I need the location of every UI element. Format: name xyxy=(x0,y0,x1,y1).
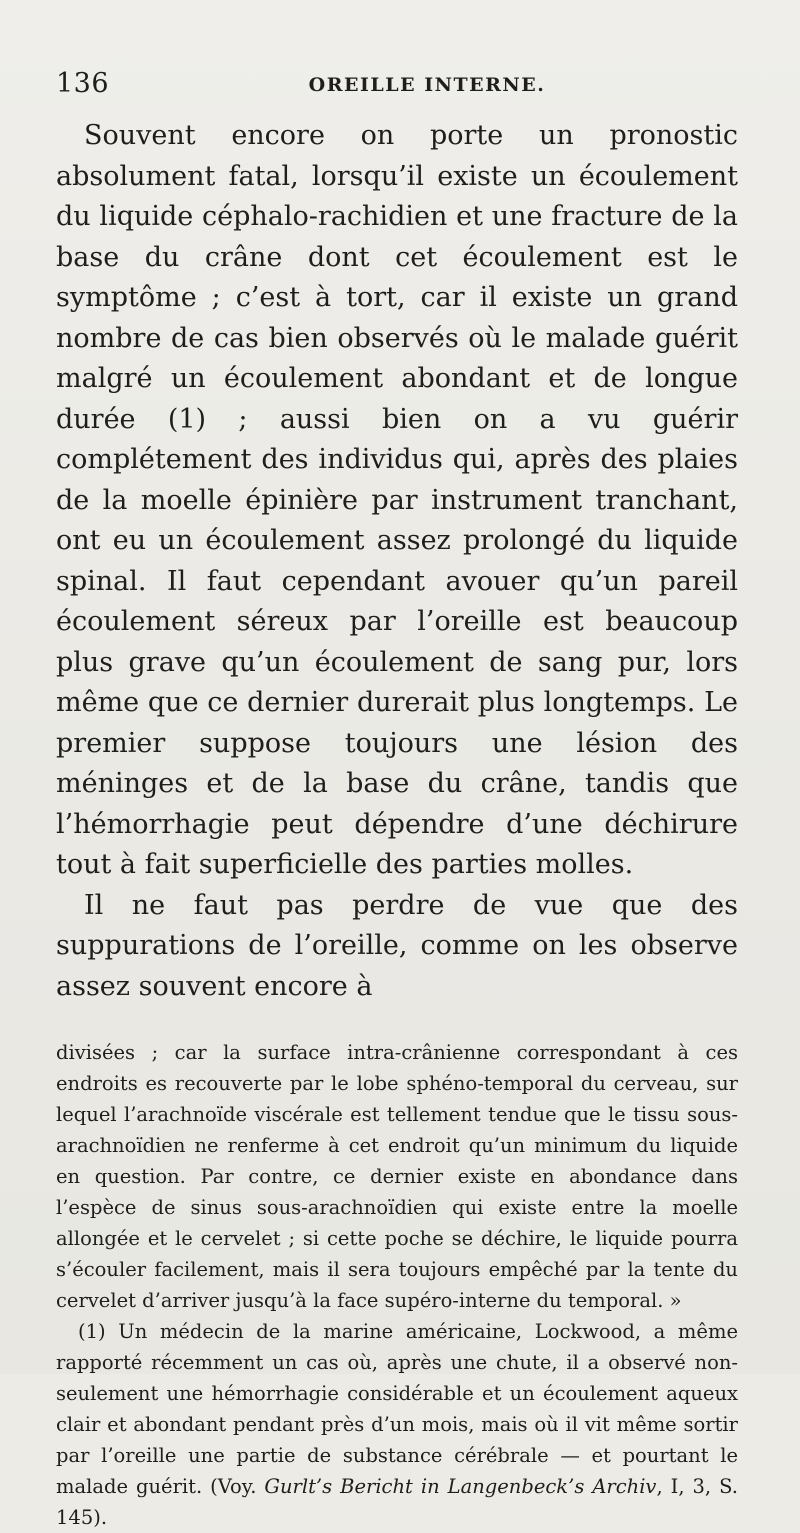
footnote-1-reference: , I, 3, S. 145). xyxy=(56,1475,738,1529)
page-number: 136 xyxy=(56,68,110,99)
body-paragraph: Il ne faut pas perdre de vue que des suppurations de l’oreille, comme on les observe assez souvent encore à xyxy=(56,889,738,1002)
footnote-1-citation: Gurlt’s Bericht in Langenbeck’s Archiv xyxy=(264,1475,657,1498)
footnote-1-text: (1) Un médecin de la marine américaine, Lockwood, a même rapporté récemment un cas où, après une chute, il a observé non-seulement une hémorrhagie considérable et un écoulement aqueux clair et abondant pendant près d’un mois, mais où il vit même sortir par l’oreille une partie de substance cérébrale — et pourtant le malade guérit. (Voy. xyxy=(56,1320,738,1498)
main-text xyxy=(56,116,738,1007)
body-paragraph: Souvent encore on porte un pronostic absolument fatal, lorsqu’il existe un écoulement du liquide céphalo-rachidien et une fracture de la base du crâne dont cet écoulement est le symptôme ; c’est à tort, car il existe un grand nombre de cas bien observés où le malade guérit malgré un écoulement abondant et de longue durée (1) ; aussi bien on a vu guérir complétement des individus qui, après des plaies de la moelle épinière par instrument tranchant, ont eu un écoulement assez prolongé du liquide spinal. Il faut cependant avouer qu’un pareil écoulement séreux par l’oreille est beaucoup plus grave qu’un écoulement de sang pur, lors même que ce dernier durerait plus longtemps. Le premier suppose toujours une lésion des méninges et de la base du crâne, tandis que l’hémorrhagie peut dépendre d’une déchirure tout à fait superficielle des parties molles. xyxy=(56,120,738,880)
footnote-1 xyxy=(56,1316,738,1533)
running-head: OREILLE INTERNE. xyxy=(308,74,546,96)
footnotes xyxy=(56,1037,738,1533)
page-header xyxy=(56,68,738,108)
footnote-continued: divisées ; car la surface intra-crânienne correspondant à ces endroits es recouverte par le lobe sphéno-temporal du cerveau, sur lequel l’arachnoïde viscérale est tellement tendue que le tissu sous-arachnoïdien ne renferme à cet endroit qu’un minimum du liquide en question. Par contre, ce dernier existe en abondance dans l’espèce de sinus sous-arachnoïdien qui existe entre la moelle allongée et le cervelet ; si cette poche se déchire, le liquide pourra s’écouler facilement, mais il sera toujours empêché par la tente du cervelet d’arriver jusqu’à la face supéro-interne du temporal. » xyxy=(56,1041,738,1312)
